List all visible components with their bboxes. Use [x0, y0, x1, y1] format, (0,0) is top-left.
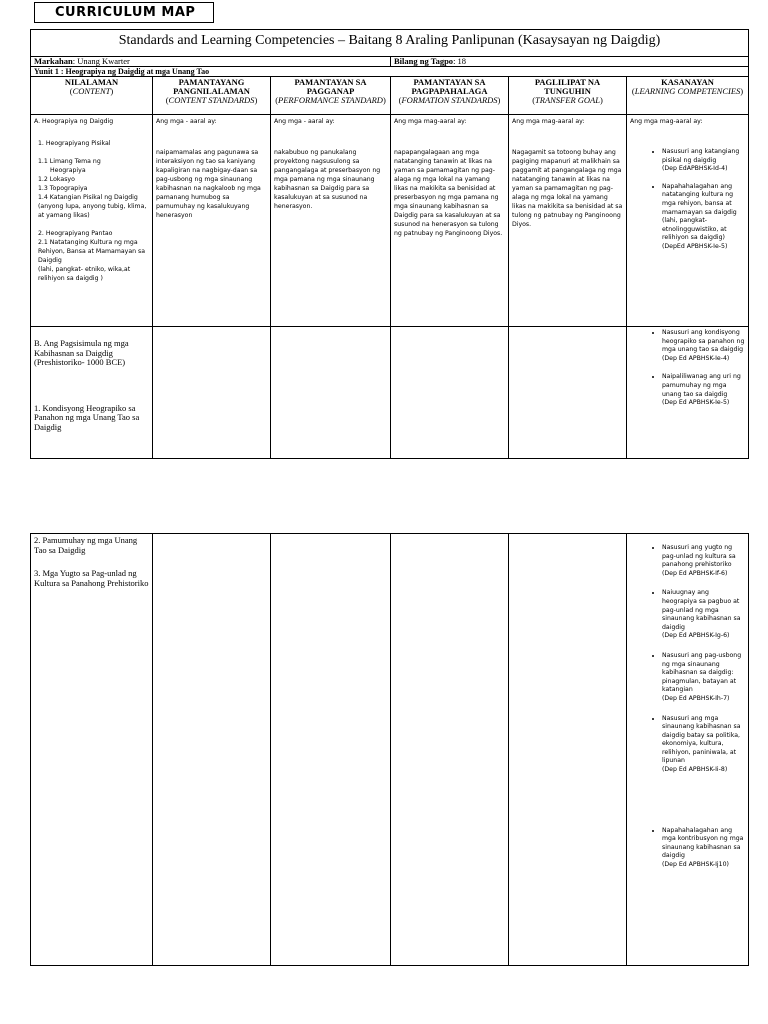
header-content-sub: CONTENT: [72, 86, 111, 96]
header-formation-sub: FORMATION STANDARDS: [401, 95, 498, 105]
competency-text: Napahahalagahan ang mga kontribusyon ng mga sinaunang kabihasnan sa daigdig: [662, 826, 744, 860]
header-row: [31, 77, 749, 115]
header-paren: ): [599, 95, 603, 105]
content-standards-text: naipamamalas ang pagunawa sa interaksiyon ng tao sa kaniyang kapaligiran na nagbigay-daan sa pag-usbong ng mga sinaunang kabihasnan na nagkaloob ng mga pamanang humubog sa pamumuhay ng kasalukuyang henerasyon: [156, 149, 261, 219]
unit-row: [31, 67, 749, 77]
header-performance-sub: PERFORMANCE STANDARD: [278, 95, 383, 105]
header-content: [31, 77, 153, 115]
header-paren: (: [631, 86, 635, 96]
header-transfer-sub: TRANSFER GOAL: [535, 95, 600, 105]
meta-row: [31, 57, 749, 67]
competency-code: (Dep Ed APBHSK-Ie-5): [662, 399, 730, 407]
competency-code: (Dep Ed APBHSK-Ii-8): [662, 766, 728, 774]
header-paren: (: [398, 95, 402, 105]
competency-text: Nasusuri ang katangiang pisikal ng daigdig: [662, 148, 740, 164]
lead-text: Ang mga mag-aaral ay:: [512, 118, 585, 125]
content-cell: [31, 327, 153, 459]
content-item: 1. Heograpiyang Pisikal: [38, 140, 111, 147]
competency-list: [630, 329, 745, 408]
empty-cell: [271, 327, 391, 459]
competency-item: [662, 183, 745, 252]
header-transfer-goal: [509, 77, 627, 115]
competency-text: Nasusuri ang mga sinaunang kabihasnan sa daigdig batay sa politika, ekonomiya, kultura, relihiyon, paniniwala, at lipunan: [662, 714, 741, 765]
content-cell: [31, 115, 153, 327]
header-content-standards-main: PAMANTAYANG PANGNILALAMAN: [173, 77, 250, 96]
content-item: (lahi, pangkat- etniko, wika,at relihiyon sa daigdig ): [38, 266, 131, 282]
competency-code: (Dep Ed APBHSK-Ij10): [662, 861, 729, 869]
table-row: [31, 534, 749, 966]
curriculum-table-top: [30, 29, 749, 459]
competency-code: (Dep Ed APBHSK-If-6): [662, 569, 728, 577]
header-paren: ): [254, 95, 258, 105]
competency-list: [630, 544, 745, 870]
header-formation-standards: [391, 77, 509, 115]
content-item: 2. Pamumuhay ng mga Unang Tao sa Daigdig: [34, 535, 138, 555]
content-item: 1. Kondisyong Heograpiko sa Panahon ng mga Unang Tao sa Daigdig: [34, 402, 140, 432]
competency-text: Napahahalagahan ang natatanging kultura ng mga rehiyon, bansa at mamamayan sa daigdig (lahi, pangkat-etnolingguwistiko, at relihiyon sa daigdig): [662, 182, 737, 242]
header-content-standards-sub: CONTENT STANDARDS: [168, 95, 255, 105]
content-standards-cell: [153, 115, 271, 327]
header-paren: (: [165, 95, 169, 105]
lead-text: Ang mga mag-aaral ay:: [630, 118, 703, 125]
competency-code: (Dep EdAPBHSK-Id-4): [662, 165, 728, 173]
lead-text: Ang mga mag-aaral ay:: [394, 118, 467, 125]
lead-text: Ang mga - aaral ay:: [274, 118, 335, 125]
header-paren: (: [275, 95, 279, 105]
content-item: 2. Heograpiyang Pantao: [38, 230, 113, 237]
empty-cell: [509, 327, 627, 459]
header-performance-main: PAMANTAYAN SA PAGGANAP: [294, 77, 367, 96]
formation-standards-text: napapangalagaan ang mga natatanging tanawin at likas na yaman sa pamamagitan ng pag-alaga ng mga lokal na yamang likas na makikita sa benisidad at preserbasyon ng mga pamana ng mga sinaunang kabihasnan sa Daigdig para sa kasalukuyan at sa susunod na henerasyon sa tulong ng patnubay ng Panginoong Diyos.: [394, 149, 503, 237]
competency-code: (Dep Ed APBHSK-Ih-7): [662, 694, 730, 702]
transfer-goal-cell: [509, 115, 627, 327]
lead-text: Ang mga - aaral ay:: [156, 118, 217, 125]
competency-item: [662, 373, 745, 407]
content-heading: B. Ang Pagsisimula ng mga Kabihasnan sa Daigdig (Preshistoriko- 1000 BCE): [34, 338, 129, 367]
content-item: Heograpiya: [50, 167, 86, 174]
header-performance-standard: [271, 77, 391, 115]
content-heading: A. Heograpiya ng Daigdig: [34, 118, 114, 125]
performance-standard-cell: [271, 115, 391, 327]
yunit-value: : Heograpiya ng Daigdig at mga Unang Tao: [60, 67, 210, 76]
header-learning-competencies: [627, 77, 749, 115]
markahan-cell: [31, 57, 391, 67]
competency-list: [630, 148, 745, 252]
competency-item: [662, 544, 745, 578]
header-competencies-sub: LEARNING COMPETENCIES: [634, 86, 741, 96]
competency-item: [662, 715, 745, 775]
competencies-cell: [627, 327, 749, 459]
content-cell: [31, 534, 153, 966]
markahan-value: : Unang Kwarter: [72, 56, 130, 66]
empty-cell: [153, 327, 271, 459]
yunit-label: Yunit 1: [34, 67, 59, 76]
competency-text: Naiuugnay ang heograpiya sa pagbuo at pag-unlad ng mga sinaunang kabihasnan sa daigdig: [662, 589, 741, 631]
empty-cell: [153, 534, 271, 966]
competency-item: [662, 329, 745, 363]
content-item: 2.1 Natatanging Kultura ng mga Rehiyon, Bansa at Mamamayan sa Daigdig: [38, 239, 146, 264]
competency-text: Nasusuri ang yugto ng pag-unlad ng kultura sa panahong prehistoriko: [662, 544, 736, 569]
performance-standard-text: nakabubuo ng panukalang proyektong nagsusulong sa pangangalaga at preserbasyon ng mga pamana ng mga sinaunang kabihasnan sa Daigdig para sa kasalukuyan at sa susunod na henerasyon.: [274, 149, 381, 210]
empty-cell: [271, 534, 391, 966]
competency-code: (DepEd APBHSK-Ie-5): [662, 242, 728, 250]
empty-cell: [391, 534, 509, 966]
curriculum-table-bottom: [30, 533, 749, 966]
header-paren: ): [382, 95, 386, 105]
competency-item: [662, 148, 745, 174]
empty-cell: [391, 327, 509, 459]
markahan-label: Markahan: [34, 56, 73, 66]
header-competencies-main: KASANAYAN: [661, 77, 714, 87]
competency-text: Nasusuri ang pag-usbong ng mga sinaunang kabihasnan sa daigdig: pinagmulan, batayan at katangian: [662, 651, 742, 694]
document-title: Standards and Learning Competencies – Baitang 8 Araling Panlipunan (Kasaysayan ng Daigdig): [31, 30, 749, 57]
header-content-standards: [153, 77, 271, 115]
header-paren: (: [532, 95, 536, 105]
competencies-cell: [627, 534, 749, 966]
header-transfer-main: PAGLILIPAT NA TUNGUHIN: [534, 77, 601, 96]
table-row: [31, 115, 749, 327]
curriculum-map-badge: CURRICULUM MAP: [34, 2, 214, 23]
header-paren: ): [110, 86, 114, 96]
content-item: 3. Mga Yugto sa Pag-unlad ng Kultura sa Panahong Prehistoriko: [34, 568, 149, 588]
header-paren: ): [497, 95, 501, 105]
content-item: 1.3 Topograpiya: [38, 185, 88, 192]
header-content-main: NILALAMAN: [64, 77, 119, 87]
competency-item: [662, 652, 745, 704]
formation-standards-cell: [391, 115, 509, 327]
competencies-cell: [627, 115, 749, 327]
tagpo-cell: [391, 57, 749, 67]
content-item: 1.2 Lokasyo: [38, 176, 75, 183]
tagpo-value: : 18: [453, 56, 467, 66]
transfer-goal-text: Nagagamit sa totoong buhay ang pagiging mapanuri at malikhain sa paggamit at pangangalaga ng mga natatanging tanawin at likas na yaman sa pamamagitan ng pag-alaga ng mga lokal na yamang likas na makikita sa benisidad at sa tulong ng patnubay ng Panginoong Diyos.: [512, 149, 623, 228]
content-item: 1.1 Limang Tema ng: [38, 158, 101, 165]
table-row: [31, 327, 749, 459]
competency-text: Naipaliliwanag ang uri ng pamumuhay ng mga unang tao sa daigdig: [662, 373, 741, 398]
header-paren: ): [740, 86, 744, 96]
competency-text: Nasusuri ang kondisyong heograpiko sa panahon ng mga unang tao sa daigdig: [662, 329, 745, 354]
tagpo-label: Bilang ng Tagpo: [394, 56, 454, 66]
header-formation-main: PAMANTAYAN SA PAGPAPAHALAGA: [411, 77, 488, 96]
header-paren: (: [69, 86, 73, 96]
competency-code: (Dep Ed APBHSK-Ig-6): [662, 632, 730, 640]
competency-item: [662, 589, 745, 641]
competency-code: (Dep Ed APBHSK-Ie-4): [662, 354, 730, 362]
content-item: 1.4 Katangian Pisikal ng Daigdig (anyong lupa, anyong tubig, klima, at yamang likas): [38, 194, 147, 219]
competency-item: [662, 827, 745, 870]
empty-cell: [509, 534, 627, 966]
